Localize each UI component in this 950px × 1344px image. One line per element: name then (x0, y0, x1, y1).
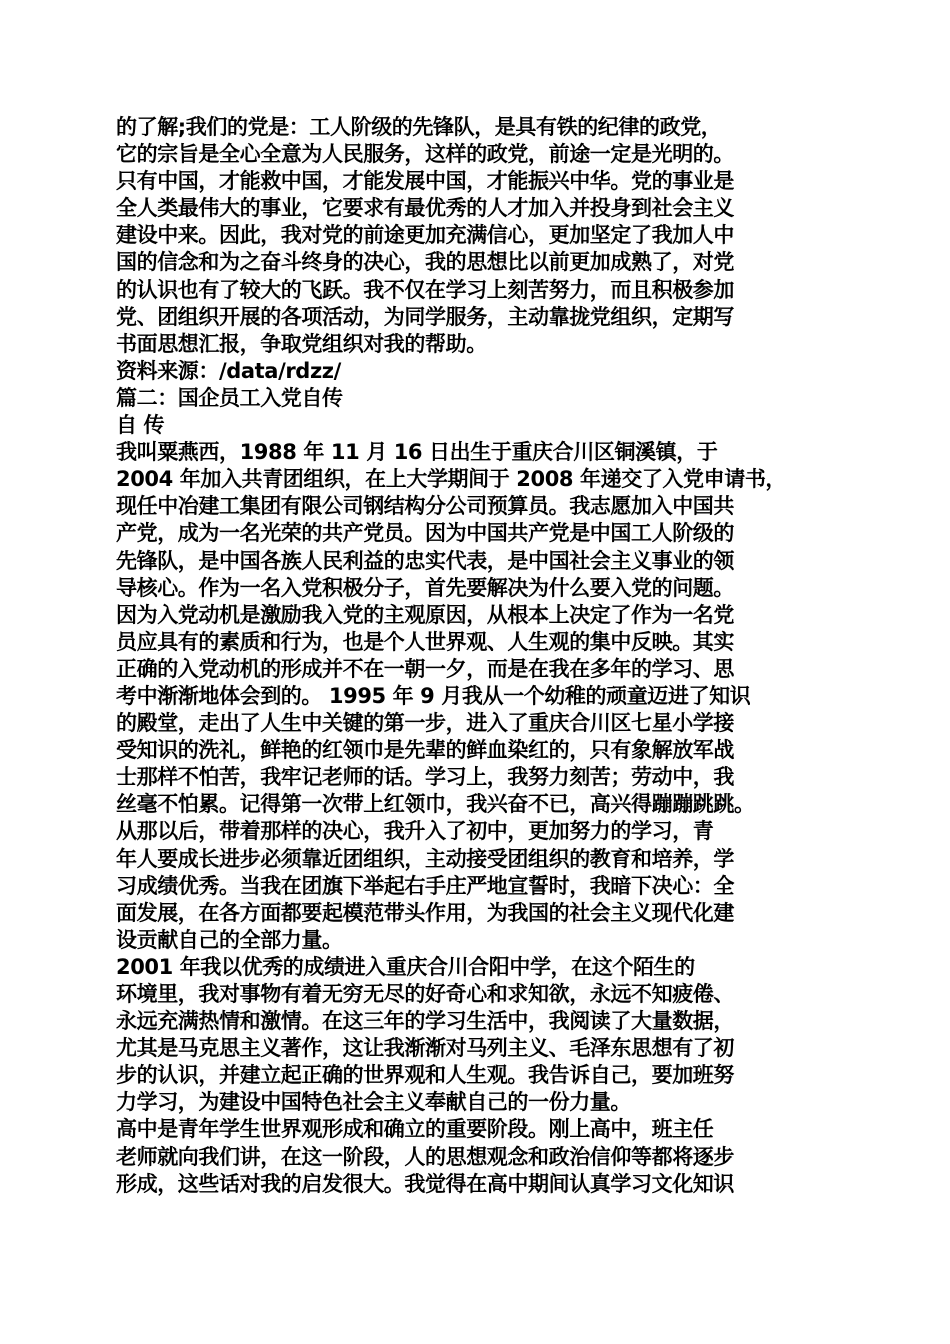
text-line: 员应具有的素质和行为，也是个人世界观、人生观的集中反映。其实 (116, 629, 734, 654)
text-line: 资料来源：/data/rdzz/ (116, 358, 341, 383)
text-line: 士那样不怕苦，我牢记老师的话。学习上，我努力刻苦；劳动中，我 (116, 765, 734, 790)
text-line: 形成，这些话对我的启发很大。我觉得在高中期间认真学习文化知识 (116, 1171, 734, 1196)
text-line: 尤其是马克思主义著作，这让我渐渐对马列主义、毛泽东思想有了初 (116, 1036, 734, 1061)
text-line: 高中是青年学生世界观形成和确立的重要阶段。刚上高中，班主任 (116, 1117, 714, 1142)
text-line: 我叫粟燕西，1988 年 11 月 16 日出生于重庆合川区铜溪镇，于 (116, 440, 718, 465)
text-line: 习成绩优秀。当我在团旗下举起右手庄严地宣誓时，我暗下决心：全 (116, 873, 734, 898)
text-line: 篇二：国企员工入党自传 (116, 385, 343, 410)
text-line: 现任中冶建工集团有限公司钢结构分公司预算员。我志愿加入中国共 (116, 494, 734, 519)
text-line: 全人类最伟大的事业，它要求有最优秀的人才加入并投身到社会主义 (116, 196, 734, 221)
text-line: 因为入党动机是激励我入党的主观原因，从根本上决定了作为一名党 (116, 602, 734, 627)
text-line: 的了解;我们的党是：工人阶级的先锋队，是具有铁的纪律的政党， (116, 115, 722, 139)
text-line: 环境里，我对事物有着无穷无尽的好奇心和求知欲，永远不知疲倦、 (116, 982, 734, 1006)
text-line: 受知识的洗礼，鲜艳的红领巾是先辈的鲜血染红的，只有象解放军战 (116, 738, 734, 763)
text-line: 党、团组织开展的各项活动，为同学服务，主动靠拢党组织，定期写 (116, 304, 734, 329)
text-line: 永远充满热情和激情。在这三年的学习生活中，我阅读了大量数据， (116, 1009, 734, 1034)
text-line: 只有中国，才能救中国，才能发展中国，才能振兴中华。党的事业是 (116, 169, 734, 194)
text-line: 先锋队，是中国各族人民利益的忠实代表，是中国社会主义事业的领 (116, 548, 734, 573)
text-line: 从那以后，带着那样的决心，我升入了初中，更加努力的学习，青 (116, 819, 714, 844)
text-line: 自 传 (116, 413, 165, 438)
text-line: 导核心。作为一名入党积极分子，首先要解决为什么要入党的问题。 (116, 575, 734, 600)
text-line: 老师就向我们讲，在这一阶段，人的思想观念和政治信仰等都将逐步 (116, 1144, 734, 1169)
text-line: 面发展，在各方面都要起模范带头作用，为我国的社会主义现代化建 (116, 900, 734, 925)
text-line: 丝毫不怕累。记得第一次带上红领巾，我兴奋不已，高兴得蹦蹦跳跳。 (116, 792, 755, 817)
text-line: 它的宗旨是全心全意为人民服务，这样的政党，前途一定是光明的。 (116, 142, 734, 167)
text-line: 的认识也有了较大的飞跃。我不仅在学习上刻苦努力，而且积极参加 (116, 277, 734, 302)
text-line: 2004 年加入共青团组织，在上大学期间于 2008 年递交了入党申请书， (116, 467, 787, 492)
text-line: 产党，成为一名光荣的共产党员。因为中国共产党是中国工人阶级的 (116, 521, 734, 546)
text-line: 年人要成长进步必须靠近团组织，主动接受团组织的教育和培养，学 (116, 846, 734, 871)
text-line: 力学习，为建设中国特色社会主义奉献自己的一份力量。 (116, 1090, 631, 1115)
document-body-text (116, 114, 856, 1198)
text-line: 的殿堂，走出了人生中关键的第一步，进入了重庆合川区七星小学接 (116, 711, 734, 736)
text-line: 步的认识，并建立起正确的世界观和人生观。我告诉自己，要加班努 (116, 1063, 734, 1088)
text-line: 考中渐渐地体会到的。 1995 年 9 月我从一个幼稚的顽童迈进了知识 (116, 683, 751, 708)
text-line: 建设中来。因此，我对党的前途更加充满信心，更加坚定了我加人中 (116, 223, 734, 248)
text-line: 国的信念和为之奋斗终身的决心，我的思想比以前更加成熟了，对党 (116, 250, 734, 275)
text-line: 设贡献自己的全部力量。 (116, 927, 343, 952)
text-line: 正确的入党动机的形成并不在一朝一夕，而是在我在多年的学习、思 (116, 656, 734, 681)
text-line: 书面思想汇报，争取党组织对我的帮助。 (116, 331, 487, 356)
text-line: 2001 年我以优秀的成绩进入重庆合川合阳中学，在这个陌生的 (116, 954, 695, 979)
